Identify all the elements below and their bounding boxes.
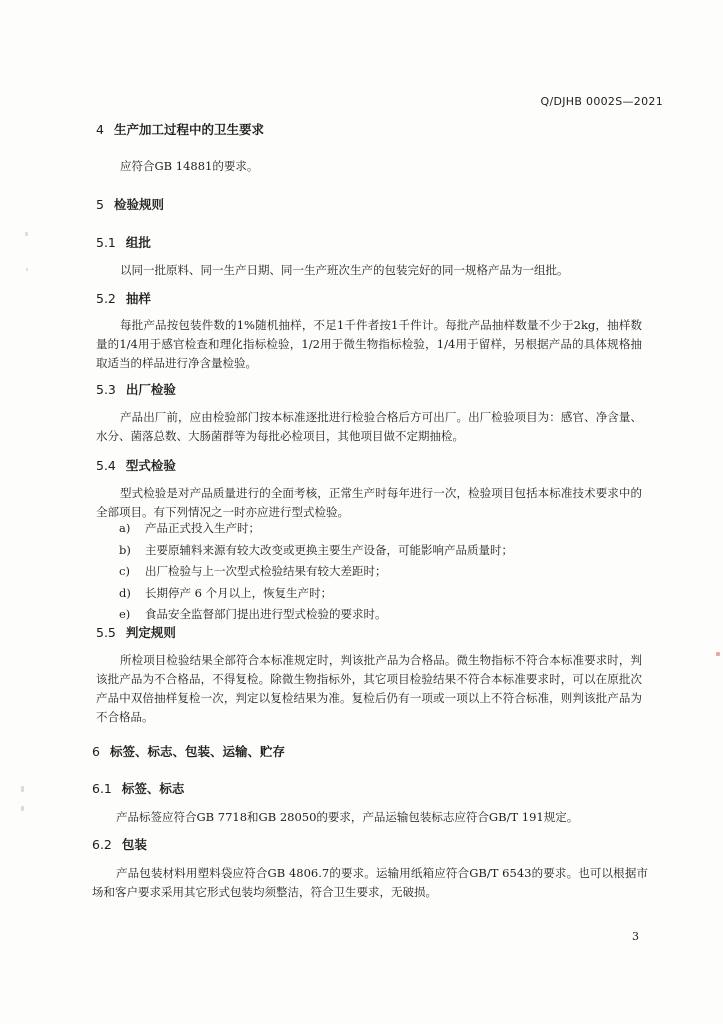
section-5-3-heading: [96, 380, 176, 398]
list-marker: d): [119, 585, 131, 600]
section-number: 5.4: [96, 458, 116, 473]
section-4-heading: [96, 120, 264, 138]
scan-speck: [21, 806, 24, 811]
scan-speck: [26, 268, 28, 271]
scan-speck: [25, 232, 28, 236]
section-5-4-text: 型式检验是对产品质量进行的全面考核，正常生产时每年进行一次，检验项目包括本标准技术要求中的全部项目。有下列情况之一时亦应进行型式检验。: [96, 486, 642, 519]
list-marker: e): [119, 607, 131, 621]
list-item: [119, 583, 513, 605]
section-number: 6.1: [92, 781, 112, 796]
section-number: 5.3: [96, 382, 116, 397]
list-item-text: 产品正式投入生产时；: [145, 521, 260, 535]
page-number: 3: [632, 930, 639, 943]
list-item-text: 长期停产 6 个月以上，恢复生产时；: [145, 585, 333, 600]
section-5-5-text: 所检项目检验结果全部符合本标准规定时，判该批产品为合格品。微生物指标不符合本标准要求时，判该批产品为不合格品，不得复检。除微生物指标外，其它项目检验结果不符合本标准要求时，可以在原批次产品中双倍抽样复检一次，判定以复检结果为准。复检后仍有一项或一项以上不符合标准，则判该批产品为不合格品。: [96, 653, 642, 724]
scan-speck: [716, 652, 720, 656]
section-5-2-text: 每批产品按包装件数的1%随机抽样，不足1千件者按1千件计。每批产品抽样数量不少于2kg，抽样数量的1/4用于感官检查和理化指标检验，1/2用于微生物指标检验，1/4用于留样，另根据产品的具体规格抽取适当的样品进行净含量检验。: [96, 318, 642, 370]
inspection-conditions-list: [119, 518, 513, 626]
section-title: 检验规则: [113, 197, 164, 212]
section-5-heading: [96, 195, 164, 213]
section-5-4-heading: [96, 456, 176, 474]
section-5-1-heading: [96, 233, 151, 251]
list-item: [119, 518, 513, 540]
section-title: 包装: [121, 837, 147, 852]
list-item-text: 主要原辅料来源有较大改变或更换主要生产设备，可能影响产品质量时；: [145, 542, 513, 557]
section-number: 5.2: [96, 291, 116, 306]
section-5-3-text: 产品出厂前，应由检验部门按本标准逐批进行检验合格后方可出厂。出厂检验项目为：感官、净含量、水分、菌落总数、大肠菌群等为每批必检项目，其他项目做不定期抽检。: [96, 410, 642, 443]
section-5-1-text: 以同一批原料、同一生产日期、同一生产班次生产的包装完好的同一规格产品为一组批。: [120, 263, 569, 277]
section-5-5-heading: [96, 623, 176, 641]
section-title: 抽样: [125, 291, 151, 306]
section-title: 标签、标志、包装、运输、贮存: [109, 744, 285, 759]
section-number: 6: [92, 744, 100, 759]
section-number: 4: [96, 122, 104, 137]
list-item: [119, 540, 513, 562]
section-6-1-heading: [92, 779, 184, 797]
section-number: 6.2: [92, 837, 112, 852]
document-code: Q/DJHB 0002S—2021: [540, 95, 663, 108]
section-number: 5: [96, 197, 104, 212]
list-marker: b): [119, 542, 131, 557]
section-6-2-heading: [92, 835, 147, 853]
list-item-text: 出厂检验与上一次型式检验结果有较大差距时；: [145, 564, 387, 578]
section-5-2-heading: [96, 289, 151, 307]
section-title: 标签、标志: [121, 781, 185, 796]
section-4-text: 应符合GB 14881的要求。: [120, 159, 259, 173]
list-item: [119, 561, 513, 583]
scan-speck: [21, 786, 24, 792]
section-number: 5.5: [96, 625, 116, 640]
section-title: 出厂检验: [125, 382, 176, 397]
list-marker: c): [119, 564, 130, 578]
list-item: [119, 604, 513, 626]
list-marker: a): [119, 521, 131, 535]
section-6-1-text: 产品标签应符合GB 7718和GB 28050的要求，产品运输包装标志应符合GB/T 191规定。: [116, 810, 579, 824]
section-number: 5.1: [96, 235, 116, 250]
section-6-2-text: 产品包装材料用塑料袋应符合GB 4806.7的要求。运输用纸箱应符合GB/T 6543的要求。也可以根据市场和客户要求采用其它形式包装均须整洁，符合卫生要求，无破损。: [92, 866, 648, 899]
section-6-heading: [92, 742, 285, 760]
section-title: 判定规则: [125, 625, 176, 640]
section-title: 生产加工过程中的卫生要求: [113, 122, 264, 137]
section-title: 型式检验: [125, 458, 176, 473]
section-title: 组批: [125, 235, 151, 250]
list-item-text: 食品安全监督部门提出进行型式检验的要求时。: [145, 607, 387, 621]
